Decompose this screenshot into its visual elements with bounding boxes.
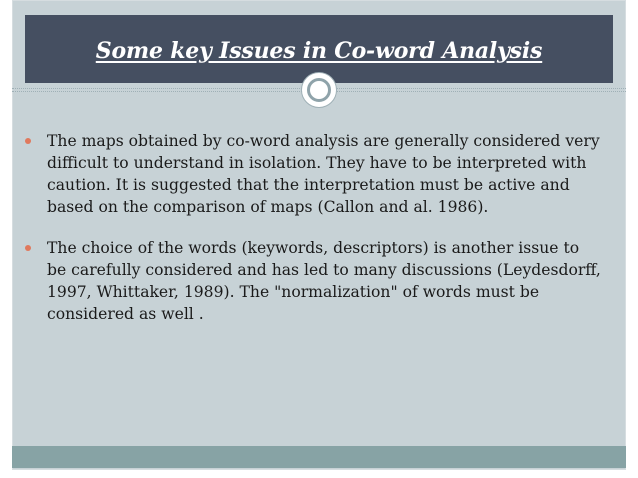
bullet-text: The maps obtained by co-word analysis are generally considered very difficult to understand in isolation. They have to be interpreted with caution. It is suggested that the interpretation must be active and based on the comparison of maps (Callon and al. 1986). <box>47 132 600 216</box>
slide-content <box>22 130 602 344</box>
bullet-item <box>22 130 602 218</box>
bullet-dot-icon <box>25 245 31 251</box>
bullet-item <box>22 237 602 325</box>
bullet-text: The choice of the words (keywords, descriptors) is another issue to be carefully considered and has led to many discussions (Leydesdorff, 1997, Whittaker, 1989). The "normalization" of words must be considered as well . <box>47 239 601 323</box>
footer-bar <box>12 446 626 468</box>
circle-ornament-inner <box>307 78 331 102</box>
slide-title: Some key Issues in Co-word Analysis <box>95 38 543 64</box>
bullet-dot-icon <box>25 138 31 144</box>
circle-ornament-icon <box>301 72 337 108</box>
